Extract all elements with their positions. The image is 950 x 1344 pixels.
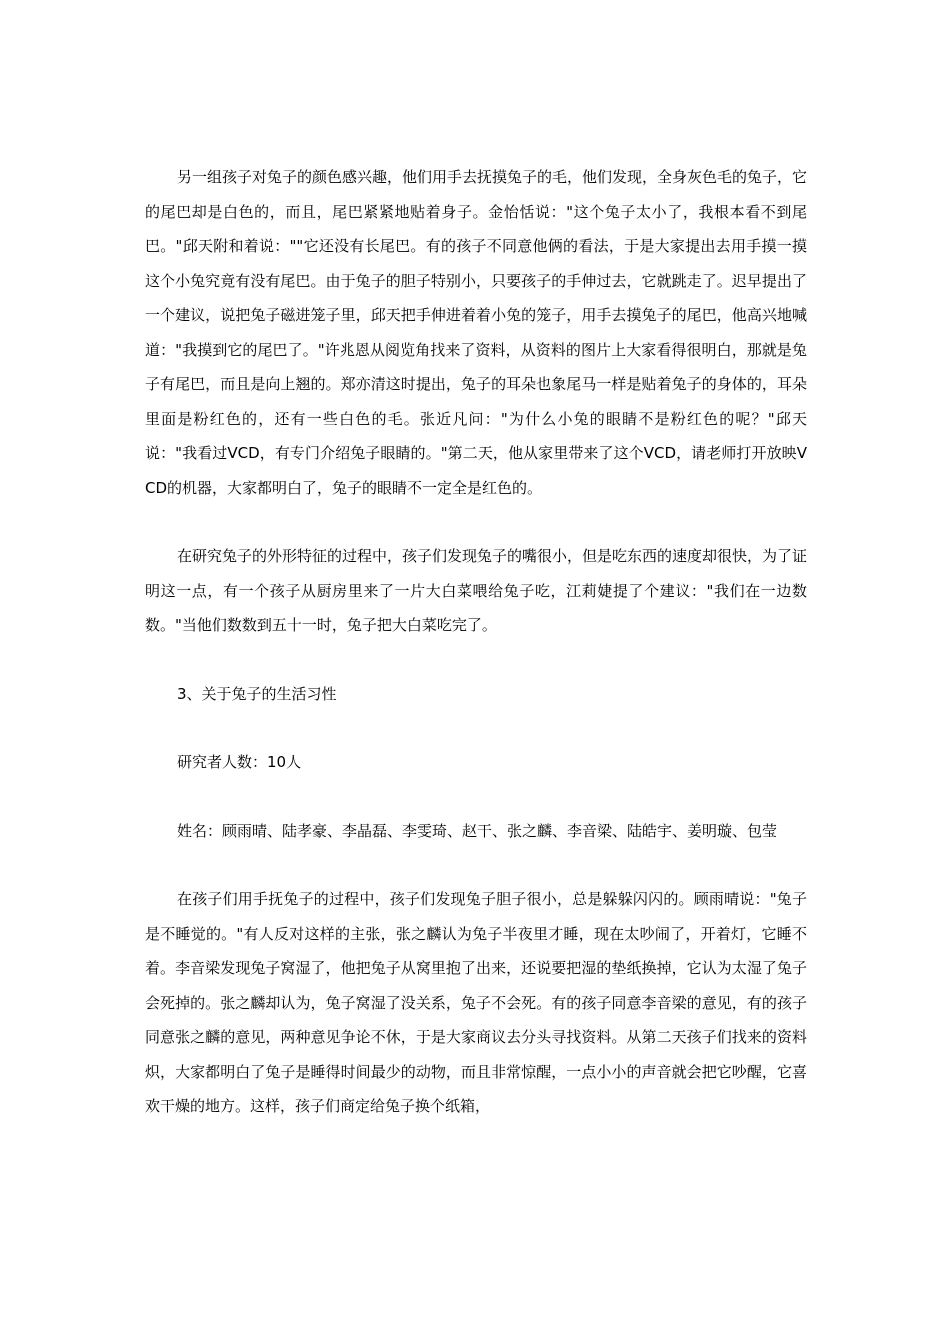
- paragraph-rabbit-color: 另一组孩子对兔子的颜色感兴趣，他们用手去抚摸兔子的毛，他们发现，全身灰色毛的兔子，它的尾巴却是白色的，而且，尾巴紧紧地贴着身子。金怡恬说："这个兔子太小了，我根本看不到尾巴。"邱天附和着说：""它还没有长尾巴。有的孩子不同意他俩的看法，于是大家提出去用手摸一摸这个小兔究竟有没有尾巴。由于兔子的胆子特别小，只要孩子的手伸过去，它就跳走了。迟早提出了一个建议，说把兔子磁进笼子里，邱天把手伸进着着小兔的笼子，用手去摸兔子的尾巴，他高兴地喊道："我摸到它的尾巴了。"许兆恩从阅览角找来了资料，从资料的图片上大家看得很明白，那就是兔子有尾巴，而且是向上翘的。郑亦清这时提出，兔子的耳朵也象尾马一样是贴着兔子的身体的，耳朵里面是粉红色的，还有一些白色的毛。张近凡问："为什么小兔的眼睛不是粉红色的呢？"邱天说："我看过VCD，有专门介绍兔子眼睛的。"第二天，他从家里带来了这个VCD，请老师打开放映VCD的机器，大家都明白了，兔子的眼睛不一定全是红色的。: [145, 168, 808, 497]
- document-page: [145, 160, 807, 1124]
- researcher-count: 研究者人数：10人: [177, 753, 302, 771]
- paragraph-rabbit-sleep: 在孩子们用手抚兔子的过程中，孩子们发现兔子胆子很小，总是躲躲闪闪的。顾雨晴说："兔子是不睡觉的。"有人反对这样的主张，张之麟认为兔子半夜里才睡，现在太吵闹了，开着灯，它睡不着。李音梁发现兔子窝湿了，他把兔子从窝里抱了出来，还说要把湿的垫纸换掉，它认为太湿了兔子会死掉的。张之麟却认为，兔子窝湿了没关系，兔子不会死。有的孩子同意李音梁的意见，有的孩子同意张之麟的意见，两种意见争论不休，于是大家商议去分头寻找资料。从第二天孩子们找来的资料炽，大家都明白了兔子是睡得时间最少的动物，而且非常惊醒，一点小小的声音就会把它吵醒，它喜欢干燥的地方。这样，孩子们商定给兔子换个纸箱，: [145, 890, 807, 1115]
- paragraph-rabbit-mouth: 在研究兔子的外形特征的过程中，孩子们发现兔子的嘴很小，但是吃东西的速度却很快，为了证明这一点，有一个孩子从厨房里来了一片大白菜喂给兔子吃，江莉婕提了个建议："我们在一边数数。"当他们数数到五十一时，兔子把大白菜吃完了。: [145, 547, 808, 634]
- section-heading-living-habits: 3、关于兔子的生活习性: [177, 684, 337, 703]
- researcher-names: 姓名：顾雨晴、陆孝豪、李晶磊、李雯琦、赵干、张之麟、李音梁、陆皓宇、姜明璇、包莹: [177, 821, 778, 840]
